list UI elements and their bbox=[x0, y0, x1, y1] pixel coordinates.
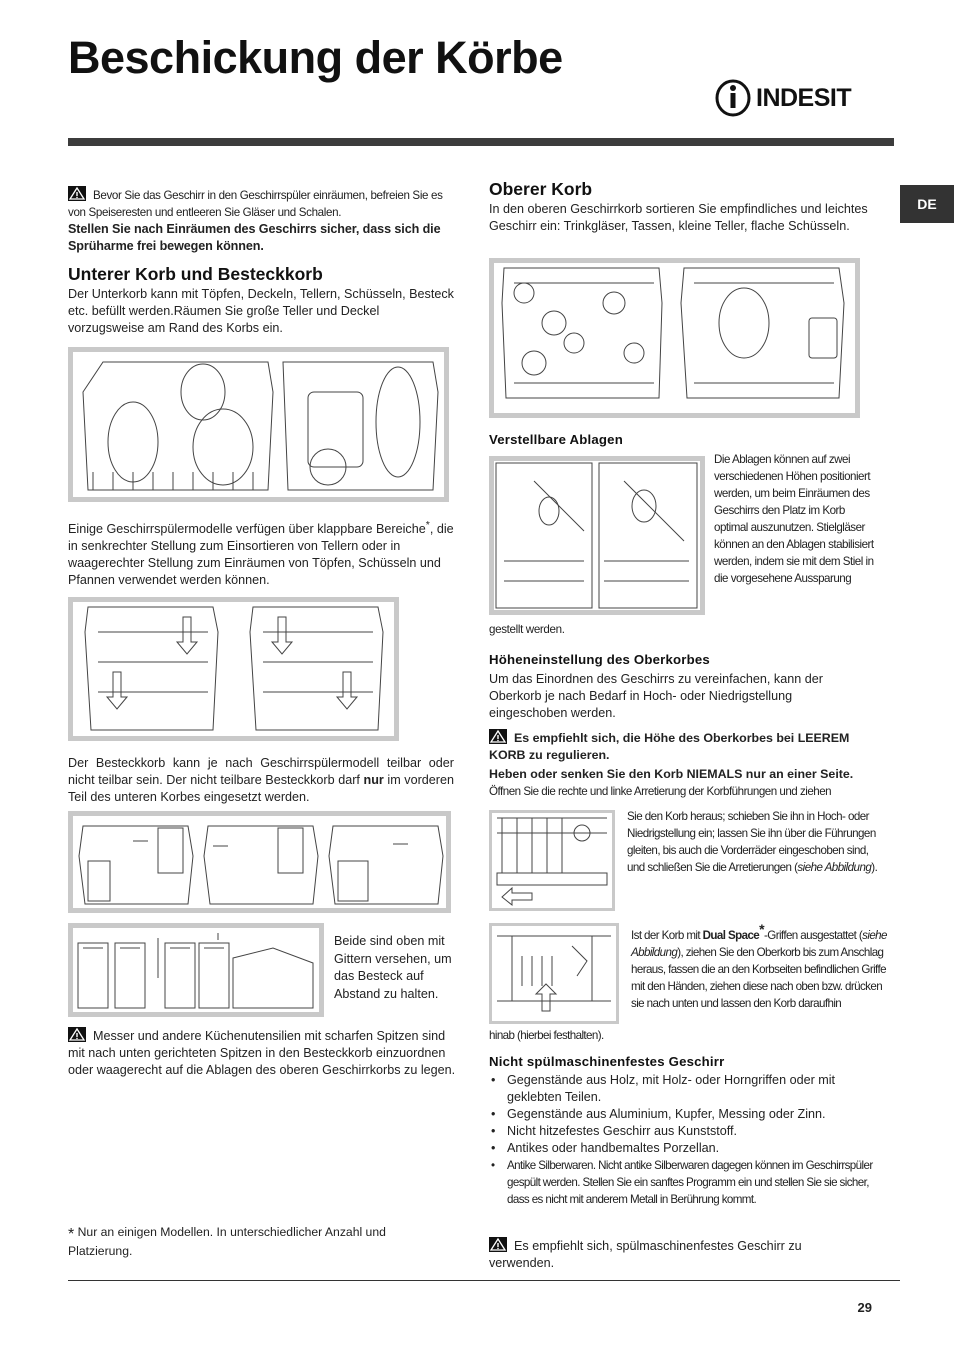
height-heading: Höheneinstellung des Oberkorbes bbox=[489, 652, 710, 667]
upper-basket-text: In den oberen Geschirrkorb sortieren Sie empfindliches und leichtes Geschirr ein: Trinkgläser, Tassen, kleine Teller, flache Schüsseln. bbox=[489, 202, 868, 233]
brand-name: INDESIT bbox=[756, 84, 852, 112]
cutlery-text-part2: im vorderen Teil des unteren Korbes eingesetzt werden. bbox=[68, 773, 455, 804]
intro-block bbox=[68, 186, 454, 255]
page-number: 29 bbox=[857, 1300, 872, 1315]
warning-icon bbox=[489, 1237, 507, 1252]
lower-basket-heading: Unterer Korb und Besteckkorb bbox=[68, 264, 323, 284]
cutlery-grid-figure bbox=[68, 923, 324, 1017]
dual-text-end: hinab (hierbei festhalten). bbox=[489, 1029, 604, 1042]
final-warning-text: Es empfiehlt sich, spülmaschinenfestes Geschirr zu verwenden. bbox=[489, 1239, 802, 1270]
footnote bbox=[68, 1224, 448, 1260]
rail-figure bbox=[489, 810, 615, 911]
knife-warning-block bbox=[68, 1027, 458, 1079]
list-item: • Nicht hitzefestes Geschirr aus Kunststoff. bbox=[489, 1123, 874, 1140]
indesit-logo bbox=[714, 78, 864, 118]
grid-text: Beide sind oben mit Gittern versehen, um das Besteck auf Abstand zu halten. bbox=[334, 934, 452, 1001]
shelves-figure bbox=[489, 456, 705, 615]
height-warning-block bbox=[489, 729, 889, 764]
rail-italic: siehe Abbildung bbox=[797, 861, 872, 874]
height-bold-2: Heben oder senken Sie den Korb NIEMALS nur an einer Seite. bbox=[489, 767, 854, 781]
list-item: • Gegenstände aus Holz, mit Holz- oder Horngriffen oder mit geklebten Teilen. bbox=[489, 1072, 874, 1106]
footnote-star: * bbox=[68, 1226, 75, 1243]
dual-space-text bbox=[631, 921, 889, 1012]
cutlery-text bbox=[68, 755, 454, 806]
dual-space-figure bbox=[489, 923, 619, 1024]
warning-icon bbox=[489, 729, 507, 744]
rail-text bbox=[627, 808, 885, 876]
footnote-text: Nur an einigen Modellen. In unterschiedlicher Anzahl und Platzierung. bbox=[68, 1225, 386, 1258]
foldable-racks-figure bbox=[68, 597, 399, 741]
shelves-heading: Verstellbare Ablagen bbox=[489, 432, 623, 447]
unsuitable-list bbox=[489, 1072, 874, 1208]
language-tab: DE bbox=[900, 185, 954, 223]
list-item: • Gegenstände aus Aluminium, Kupfer, Messing oder Zinn. bbox=[489, 1106, 874, 1123]
shelves-text: Die Ablagen können auf zwei verschiedenen Höhen positioniert werden, um beim Einräumen des Geschirrs den Platz im Korb optimal auszunutzen. Stielgläser können an den Ablagen stabilisiert werden, indem sie mit dem Stiel in die vorgesehene Aussparung bbox=[714, 453, 874, 585]
intro-warning-text: Bevor Sie das Geschirr in den Geschirrspüler einräumen, befreien Sie es von Speiseresten und entleeren Sie Gläser und Schalen. bbox=[68, 189, 443, 219]
cutlery-nur: nur bbox=[363, 773, 384, 787]
footer-rule bbox=[68, 1280, 900, 1281]
foldable-text-part2: , die in senkrechter Stellung zum Einsortieren von Tellern oder in waagerechter Stellung zum Einräumen von Töpfen, Schüsseln und Pfannen verwendet werden können. bbox=[68, 522, 454, 588]
header-rule bbox=[68, 138, 894, 146]
cutlery-text-part1: Der Besteckkorb kann je nach Geschirrspülermodell teilbar oder nicht teilbar sein. Der nicht teilbare Besteckkorb darf bbox=[68, 756, 454, 787]
unsuitable-heading: Nicht spülmaschinenfestes Geschirr bbox=[489, 1054, 725, 1069]
cutlery-basket-positions-figure bbox=[68, 811, 451, 913]
dual-text-part1: Ist der Korb mit bbox=[631, 928, 701, 942]
foldable-text-part1: Einige Geschirrspülermodelle verfügen über klappbare Bereiche bbox=[68, 522, 426, 537]
foldable-text bbox=[68, 517, 458, 589]
lower-basket-figure bbox=[68, 347, 449, 502]
upper-basket-figure bbox=[489, 258, 860, 418]
height-warning-text: Es empfiehlt sich, die Höhe des Oberkorbes bei LEEREM KORB zu regulieren. bbox=[489, 731, 850, 762]
knife-warning-text: Messer und andere Küchenutensilien mit scharfen Spitzen sind mit nach unten gerichteten Spitzen in den Besteckkorb einzuordnen oder waagerecht auf die Ablagen des oberen Geschirrkorbs zu legen. bbox=[68, 1029, 456, 1077]
lower-basket-text: Der Unterkorb kann mit Töpfen, Deckeln, Tellern, Schüsseln, Besteck etc. befüllt werden.Räumen Sie große Teller und Deckel vorzugsweise am Rand des Korbs ein. bbox=[68, 287, 454, 335]
dual-space-name: Dual Space bbox=[702, 928, 760, 942]
footnote-marker: * bbox=[425, 519, 430, 531]
page-title: Beschickung der Körbe bbox=[68, 32, 563, 83]
intro-bold-text: Stellen Sie nach Einräumen des Geschirrs sicher, dass sich die Sprüharme frei bewegen können. bbox=[68, 222, 441, 253]
rail-text-part2: ). bbox=[871, 861, 878, 874]
warning-icon bbox=[68, 186, 86, 201]
height-text: Um das Einordnen des Geschirrs zu vereinfachen, kann der Oberkorb je nach Bedarf in Hoch- oder Niedrigstellung eingeschoben werden. bbox=[489, 672, 823, 720]
warning-icon bbox=[68, 1027, 86, 1042]
list-item: • Antike Silberwaren. Nicht antike Silberwaren dagegen können im Geschirrspüler gespült werden. Stellen Sie ein sanftes Programm ein und stellen Sie sie sicher, dass es nicht mit anderem Metall in Berührung kommt. bbox=[489, 1157, 874, 1208]
dual-text-part3: ), ziehen Sie den Oberkorb bis zum Anschlag heraus, fassen die an den Korbseiten befindlichen Griffe mit den Händen, ziehen diese nach oben bzw. drücken sie nach unten und lassen den Korb daraufhin bbox=[631, 945, 886, 1010]
list-item: • Antikes oder handbemaltes Porzellan. bbox=[489, 1140, 874, 1157]
dual-text-part2: -Griffen ausgestattet ( bbox=[764, 928, 863, 942]
upper-basket-heading: Oberer Korb bbox=[489, 179, 593, 199]
final-warning-block bbox=[489, 1237, 869, 1272]
dual-italic: siehe Abbildung bbox=[631, 928, 887, 959]
height-small-text: Öffnen Sie die rechte und linke Arretierung der Korbführungen und ziehen bbox=[489, 785, 832, 798]
dual-footnote-marker: * bbox=[759, 921, 765, 937]
rail-text-part1: Sie den Korb heraus; schieben Sie ihn in Hoch- oder Niedrigstellung ein; lassen Sie ihn über die Führungen gleiten, bis auch die Vorderräder eingeschoben sind, und schließen Sie die Arretierungen ( bbox=[627, 810, 876, 874]
shelves-text-end: gestellt werden. bbox=[489, 623, 565, 636]
